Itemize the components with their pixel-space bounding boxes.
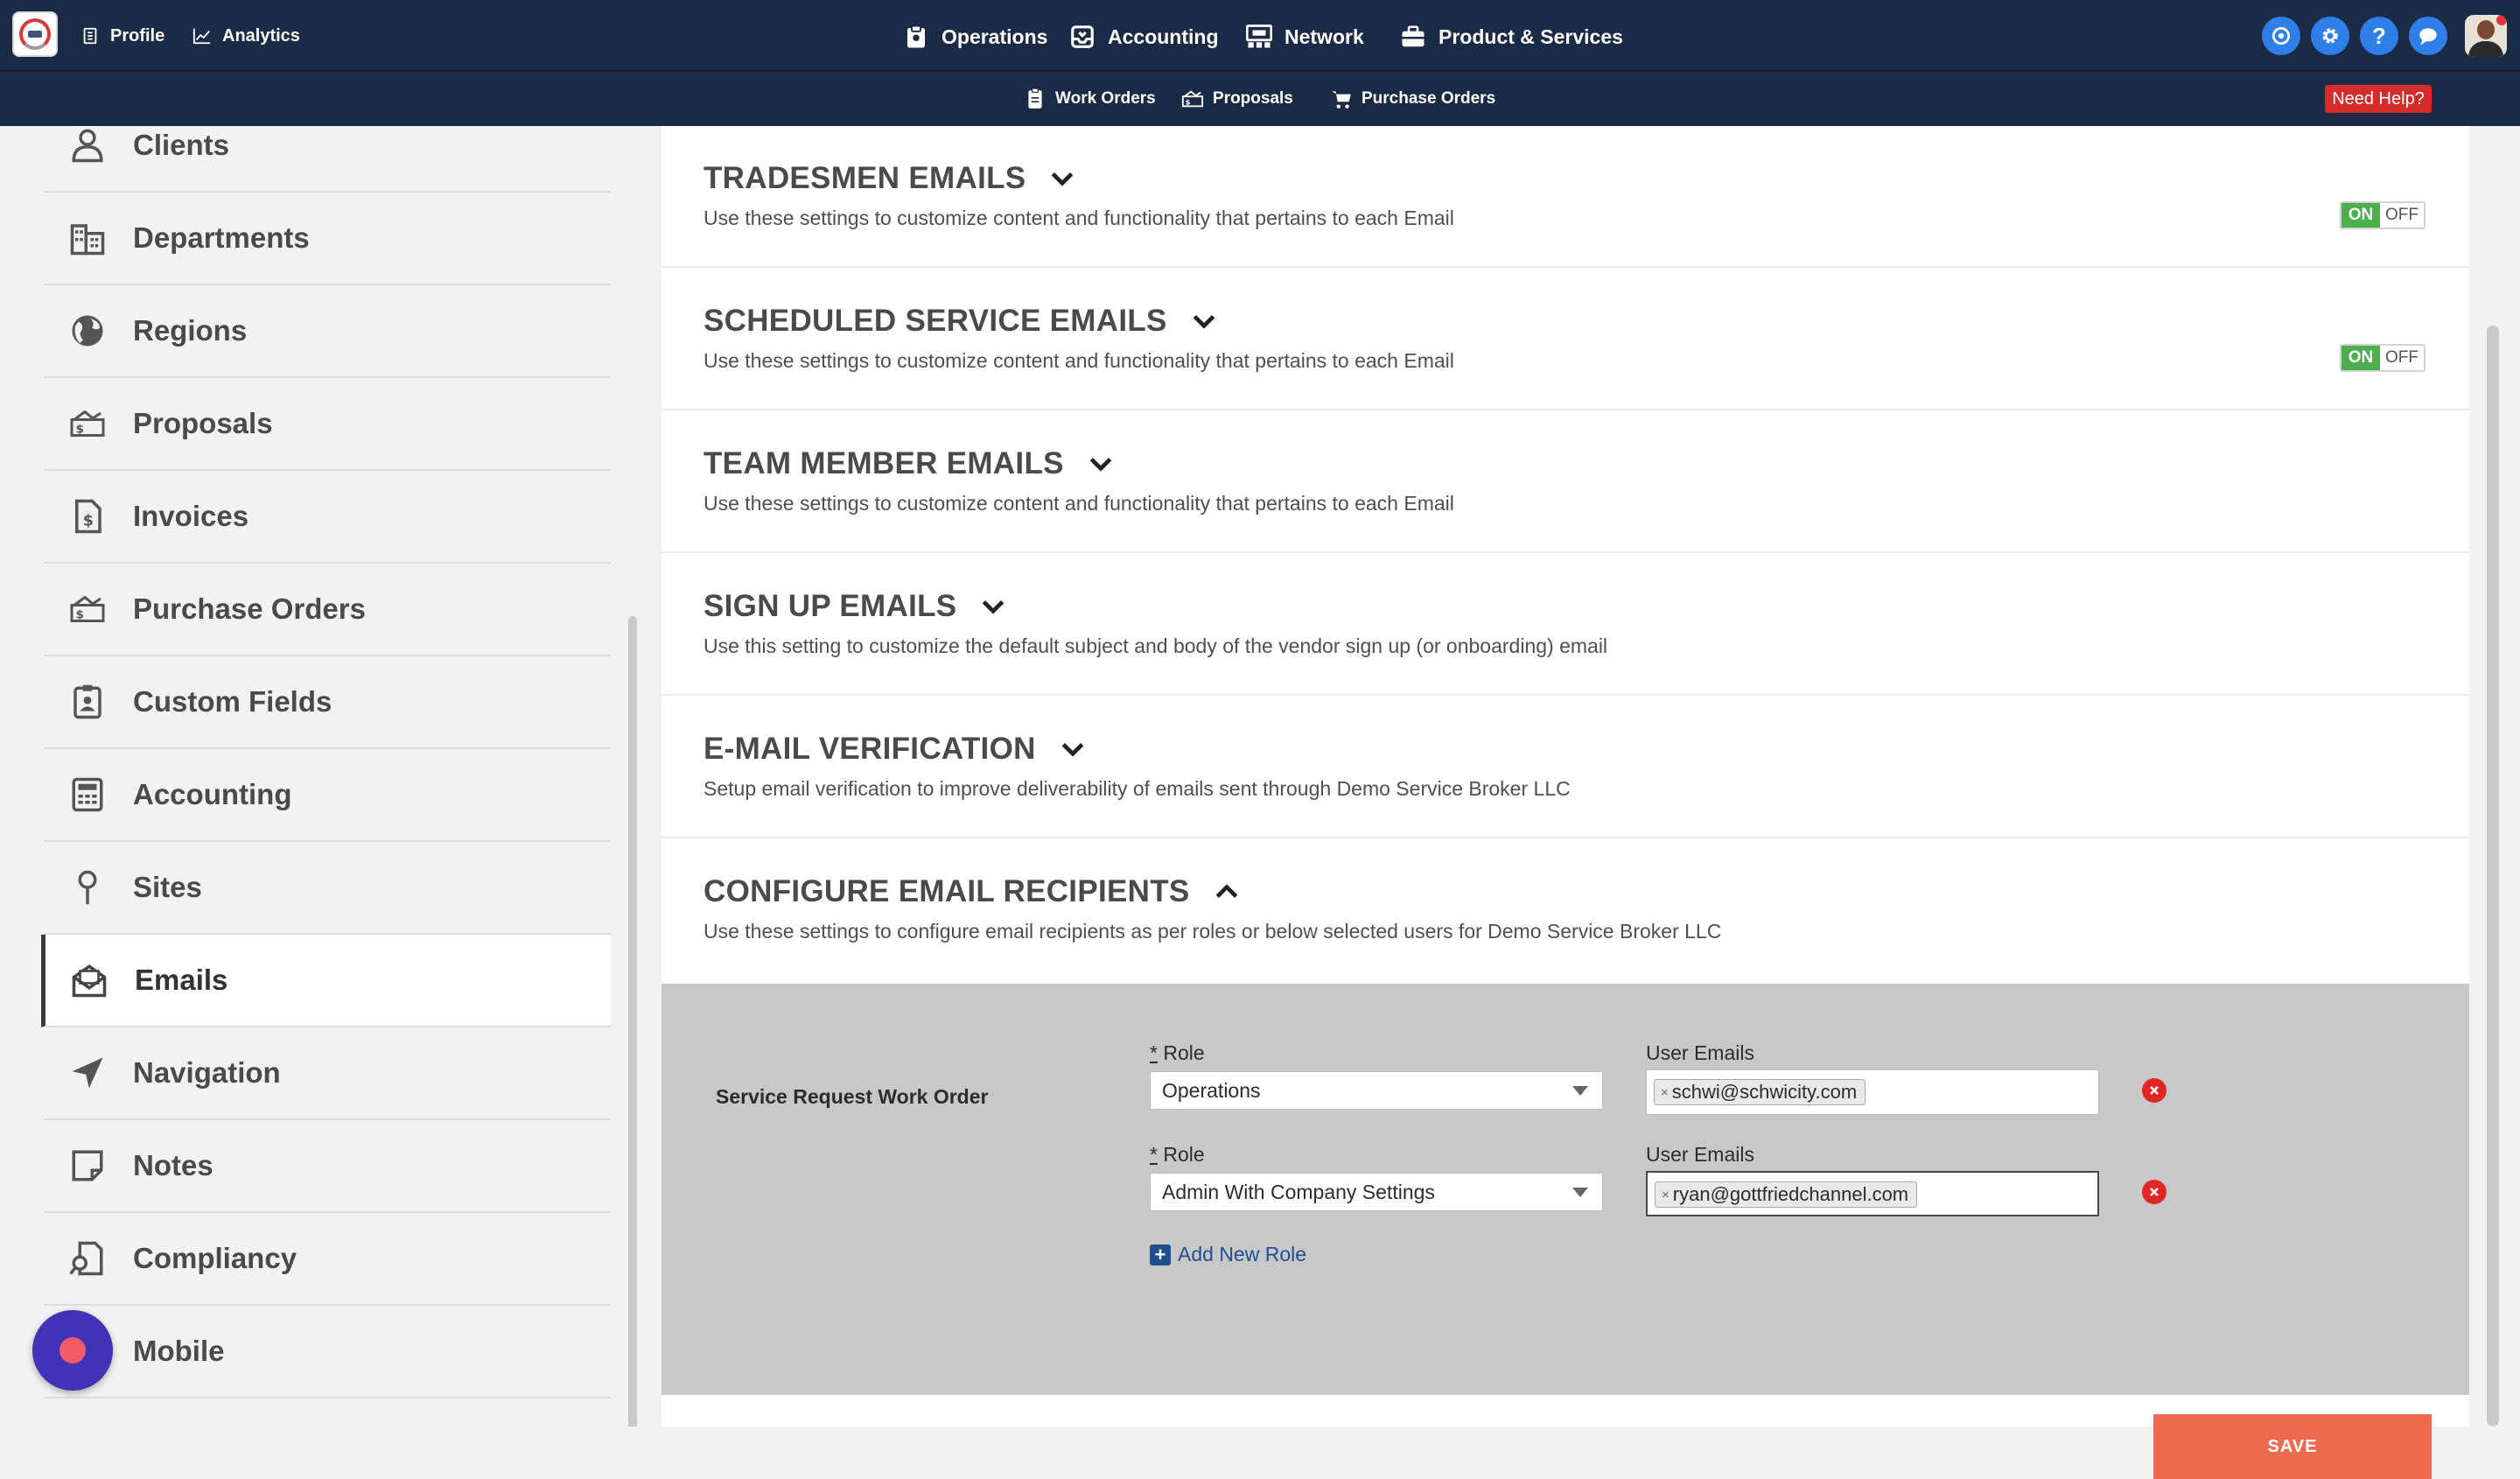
- avatar[interactable]: [2465, 15, 2507, 57]
- section-description: Use this setting to customize the default subject and body of the vendor sign up (or onboarding) email: [704, 634, 1608, 657]
- badge-icon: [68, 683, 107, 721]
- settings-button[interactable]: [2311, 17, 2349, 55]
- sidebar-item-mobile[interactable]: [44, 1306, 611, 1398]
- nav-operations[interactable]: [903, 21, 1047, 53]
- email-icon: [70, 961, 108, 999]
- sidebar-item-label: Emails: [135, 964, 228, 996]
- inbox-icon: [1069, 24, 1096, 50]
- sidebar-item-label: Notes: [133, 1149, 214, 1181]
- caret-down-icon: [1572, 1086, 1588, 1096]
- required-mark: *: [1150, 1041, 1158, 1064]
- tradesmen-emails-toggle[interactable]: [2340, 201, 2426, 229]
- recipient-row-label: Service Request Work Order: [716, 1085, 989, 1108]
- nav-product-services-label: Product & Services: [1438, 25, 1623, 48]
- sidebar-item-label: Navigation: [133, 1056, 281, 1089]
- briefcase-icon: [1400, 24, 1426, 50]
- building-icon: [68, 219, 107, 257]
- subnav-purchase-orders-label: Purchase Orders: [1362, 89, 1496, 108]
- chevron-down-icon: [1087, 450, 1115, 478]
- sidebar-item-label: Invoices: [133, 500, 249, 532]
- role-select-value: Admin With Company Settings: [1162, 1180, 1435, 1203]
- sidebar-item-label: Regions: [133, 314, 248, 347]
- nav-profile[interactable]: [80, 23, 164, 49]
- nav-profile-label: Profile: [110, 25, 165, 46]
- user-emails-input[interactable]: [1646, 1171, 2099, 1216]
- chevron-down-icon: [979, 592, 1007, 620]
- gear-icon: [2319, 25, 2342, 47]
- section-email-verification: [662, 697, 2469, 838]
- section-description: Use these settings to customize content and functionality that pertains to each Email: [704, 207, 1454, 229]
- remove-row-button[interactable]: [2142, 1078, 2166, 1103]
- navigation-icon: [68, 1054, 107, 1092]
- section-description: Use these settings to customize content and functionality that pertains to each Email: [704, 349, 1454, 372]
- section-title: TRADESMEN EMAILS: [704, 161, 1026, 195]
- role-select-value: Operations: [1162, 1078, 1261, 1102]
- profile-icon: [80, 26, 100, 46]
- email-tag: [1654, 1079, 1866, 1105]
- nav-accounting-label: Accounting: [1108, 25, 1219, 48]
- chat-icon: [2417, 25, 2440, 47]
- user-emails-input[interactable]: [1646, 1069, 2099, 1115]
- tag-remove-icon[interactable]: ×: [1662, 1187, 1670, 1202]
- close-icon: [2148, 1084, 2160, 1097]
- save-button[interactable]: SAVE: [2153, 1414, 2432, 1479]
- notification-dot: [2496, 15, 2507, 25]
- nav-operations-label: Operations: [942, 25, 1048, 48]
- pin-icon: [68, 868, 107, 907]
- section-tradesmen-emails: [662, 126, 2469, 268]
- section-header[interactable]: [704, 446, 1115, 481]
- toggle-on: ON: [2342, 346, 2380, 370]
- section-title: CONFIGURE EMAIL RECIPIENTS: [704, 874, 1190, 908]
- sidebar-item-departments[interactable]: [44, 193, 611, 285]
- email-recipients-form: [662, 984, 2469, 1456]
- sidebar-item-label: Mobile: [133, 1335, 225, 1367]
- cart-icon: [1330, 88, 1353, 110]
- section-header[interactable]: [704, 589, 1007, 624]
- user-emails-label: User Emails: [1646, 1143, 1754, 1166]
- top-navigation-bar: [0, 0, 2520, 72]
- section-sign-up-emails: [662, 554, 2469, 696]
- subnav-work-orders[interactable]: [1024, 86, 1156, 112]
- network-icon: [1246, 24, 1272, 50]
- subnav-proposals-label: Proposals: [1213, 89, 1293, 108]
- nav-accounting[interactable]: [1069, 21, 1219, 53]
- work-order-icon: [1024, 88, 1046, 110]
- sidebar-item-label: Custom Fields: [133, 685, 332, 718]
- chevron-down-icon: [1190, 307, 1218, 335]
- section-header[interactable]: [704, 304, 1218, 339]
- add-new-role-label: Add New Role: [1178, 1243, 1307, 1265]
- clipboard-icon: [903, 24, 929, 50]
- nav-analytics[interactable]: [192, 23, 300, 49]
- add-new-role-link[interactable]: [1150, 1243, 1306, 1266]
- help-icon: ?: [2372, 22, 2386, 49]
- sidebar-item-label: Departments: [133, 221, 310, 254]
- sidebar-scrollbar[interactable]: [628, 616, 637, 1426]
- sidebar-item-sites[interactable]: [44, 842, 611, 935]
- sidebar-item-label: Purchase Orders: [133, 592, 366, 625]
- proposal-icon: [68, 404, 107, 443]
- section-header[interactable]: [704, 874, 1241, 909]
- sub-navigation-bar: [0, 72, 2520, 126]
- section-title: SIGN UP EMAILS: [704, 589, 957, 623]
- email-tag-value: ryan@gottfriedchannel.com: [1672, 1183, 1909, 1205]
- email-tag: [1655, 1181, 1917, 1208]
- toggle-on: ON: [2342, 203, 2380, 228]
- sidebar-item-label: Accounting: [133, 778, 292, 810]
- chevron-up-icon: [1213, 878, 1241, 906]
- role-select[interactable]: [1150, 1071, 1603, 1110]
- nav-product-services[interactable]: [1400, 21, 1623, 53]
- svg-text:$: $: [82, 512, 94, 530]
- subnav-purchase-orders[interactable]: [1330, 86, 1495, 112]
- sidebar-item-invoices[interactable]: [44, 471, 611, 564]
- role-label-text: Role: [1163, 1143, 1205, 1166]
- subnav-proposals[interactable]: [1181, 86, 1293, 112]
- section-header[interactable]: [704, 732, 1087, 767]
- refresh-icon: [2270, 25, 2292, 47]
- email-tag-value: schwi@schwicity.com: [1671, 1081, 1858, 1103]
- nav-analytics-label: Analytics: [222, 25, 300, 46]
- close-icon: [2148, 1186, 2160, 1198]
- sidebar-item-clients[interactable]: [44, 126, 611, 193]
- plus-icon: +: [1150, 1244, 1171, 1265]
- role-label: [1150, 1143, 1205, 1167]
- sidebar-item-label: Compliancy: [133, 1242, 298, 1274]
- section-configure-email-recipients: [662, 839, 2469, 981]
- sidebar-item-navigation[interactable]: [44, 1027, 611, 1120]
- tag-remove-icon[interactable]: ×: [1661, 1084, 1669, 1100]
- sidebar-item-accounting[interactable]: [44, 749, 611, 842]
- chat-button[interactable]: [2409, 17, 2447, 55]
- sidebar-item-emails[interactable]: [41, 935, 611, 1027]
- sidebar-item-regions[interactable]: [44, 285, 611, 378]
- compliancy-icon: [68, 1239, 107, 1278]
- refresh-button[interactable]: [2262, 17, 2300, 55]
- scheduled-service-emails-toggle[interactable]: [2340, 344, 2426, 372]
- role-label: [1150, 1041, 1205, 1065]
- svg-text:$: $: [75, 422, 84, 437]
- section-title: SCHEDULED SERVICE EMAILS: [704, 304, 1167, 338]
- sidebar-item-label: Clients: [133, 129, 230, 161]
- section-description: Use these settings to customize content and functionality that pertains to each Email: [704, 492, 1454, 515]
- section-team-member-emails: [662, 411, 2469, 553]
- svg-text:$: $: [1185, 97, 1191, 107]
- chevron-down-icon: [1048, 165, 1076, 193]
- purchase-order-icon: [68, 590, 107, 628]
- remove-row-button[interactable]: [2142, 1180, 2166, 1204]
- subnav-work-orders-label: Work Orders: [1055, 89, 1156, 108]
- invoice-icon: [68, 497, 107, 536]
- globe-icon: [68, 312, 107, 350]
- user-icon: [68, 126, 107, 165]
- required-mark: *: [1150, 1143, 1158, 1166]
- main-scrollbar[interactable]: [2487, 326, 2499, 1426]
- sidebar-item-notes[interactable]: [44, 1120, 611, 1213]
- section-title: TEAM MEMBER EMAILS: [704, 446, 1064, 480]
- sidebar-item-custom-fields[interactable]: [44, 656, 611, 749]
- chat-widget-button[interactable]: [32, 1310, 113, 1391]
- email-settings-panel: [662, 126, 2469, 1456]
- section-header[interactable]: [704, 161, 1076, 196]
- caret-down-icon: [1572, 1188, 1588, 1197]
- user-emails-label: User Emails: [1646, 1041, 1754, 1064]
- settings-sidebar: [0, 126, 640, 1426]
- toggle-off: OFF: [2385, 348, 2418, 367]
- chevron-down-icon: [1059, 735, 1087, 763]
- sidebar-item-proposals[interactable]: [44, 378, 611, 471]
- proposal-icon: [1181, 88, 1204, 110]
- help-button[interactable]: [2360, 17, 2398, 55]
- role-select[interactable]: [1150, 1173, 1603, 1211]
- role-label-text: Role: [1163, 1041, 1205, 1064]
- sidebar-item-compliancy[interactable]: [44, 1213, 611, 1306]
- analytics-icon: [192, 26, 212, 46]
- sidebar-item-purchase-orders[interactable]: [44, 564, 611, 656]
- sidebar-item-label: Sites: [133, 871, 202, 903]
- section-scheduled-service-emails: [662, 269, 2469, 410]
- section-title: E-MAIL VERIFICATION: [704, 732, 1036, 766]
- section-description: Setup email verification to improve deliverability of emails sent through Demo Service Broker LLC: [704, 777, 1571, 800]
- need-help-button[interactable]: Need Help?: [2325, 85, 2432, 113]
- calculator-icon: [68, 775, 107, 814]
- note-icon: [68, 1146, 107, 1185]
- company-logo[interactable]: [12, 11, 58, 57]
- toggle-off: OFF: [2385, 206, 2418, 224]
- nav-network[interactable]: [1246, 21, 1364, 53]
- sidebar-item-label: Proposals: [133, 407, 273, 439]
- section-description: Use these settings to configure email recipients as per roles or below selected users for Demo Service Broker LLC: [704, 920, 1722, 943]
- nav-network-label: Network: [1284, 25, 1364, 48]
- svg-text:$: $: [75, 607, 84, 622]
